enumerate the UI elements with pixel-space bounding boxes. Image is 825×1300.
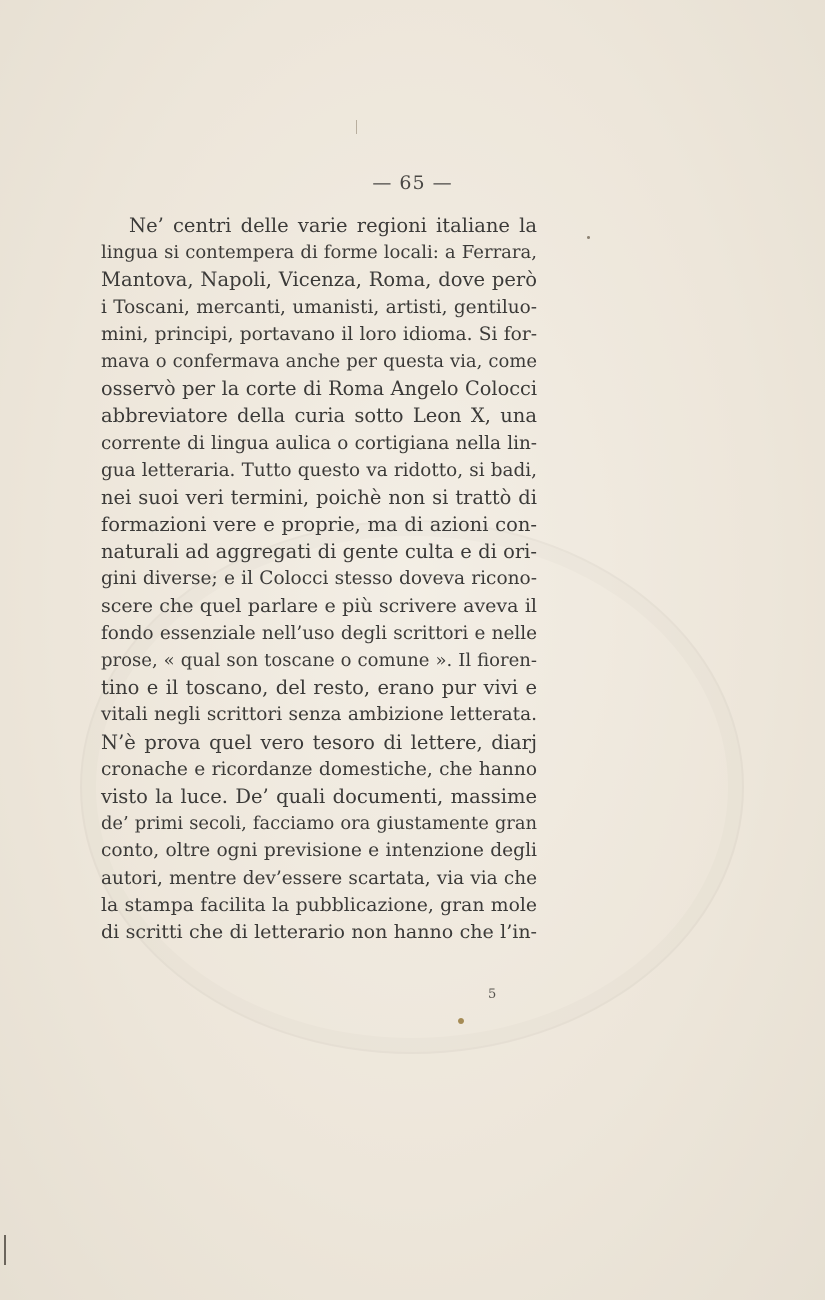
text-line: prose, « qual son toscane o comune ». Il fioren- bbox=[101, 650, 537, 671]
text-line: osservò per la corte di Roma Angelo Colocci bbox=[101, 377, 537, 401]
text-line: mini, principi, portavano il loro idioma. Si for- bbox=[101, 323, 537, 345]
text-line: Mantova, Napoli, Vicenza, Roma, dove però bbox=[101, 268, 537, 292]
text-line: lingua si contempera di forme locali: a Ferrara, bbox=[101, 242, 537, 264]
fold-mark bbox=[356, 120, 357, 134]
text-line: di scritti che di letterario non hanno che l’in- bbox=[101, 920, 537, 943]
text-line: corrente di lingua aulica o cortigiana nella lin- bbox=[101, 432, 537, 454]
text-line: scere che quel parlare e più scrivere aveva il bbox=[101, 594, 537, 617]
text-line: abbreviatore della curia sotto Leon X, una bbox=[101, 404, 537, 428]
text-line: i Toscani, mercanti, umanisti, artisti, gentiluo- bbox=[101, 296, 537, 318]
text-line: gua letteraria. Tutto questo va ridotto, si badi, bbox=[101, 459, 537, 481]
text-line: autori, mentre dev’essere scartata, via via che bbox=[101, 867, 537, 889]
text-line: vitali negli scrittori senza ambizione letterata. bbox=[101, 704, 537, 726]
text-line: formazioni vere e proprie, ma di azioni con- bbox=[101, 513, 537, 537]
text-line: Ne’ centri delle varie regioni italiane la bbox=[129, 214, 537, 237]
text-line: conto, oltre ogni previsione e intenzione degli bbox=[101, 840, 537, 862]
text-line: cronache e ricordanze domestiche, che hanno bbox=[101, 758, 537, 780]
text-line: mava o confermava anche per questa via, come bbox=[101, 350, 537, 372]
text-line: la stampa facilita la pubblicazione, gran mole bbox=[101, 894, 537, 916]
page-number: — 65 — bbox=[372, 172, 453, 194]
binding-edge bbox=[4, 1235, 6, 1265]
body-text bbox=[101, 212, 537, 946]
text-line: N’è prova quel vero tesoro di lettere, diarj bbox=[101, 730, 537, 754]
text-line: nei suoi veri termini, poichè non si trattò di bbox=[101, 485, 537, 509]
text-line: de’ primi secoli, facciamo ora giustamente gran bbox=[101, 813, 537, 835]
text-line: naturali ad aggregati di gente culta e di ori- bbox=[101, 540, 537, 564]
text-line: fondo essenziale nell’uso degli scrittori e nelle bbox=[101, 622, 537, 644]
ink-dot bbox=[458, 1018, 464, 1024]
paper-speck bbox=[587, 236, 590, 239]
text-line: gini diverse; e il Colocci stesso doveva ricono- bbox=[101, 568, 537, 590]
text-line: visto la luce. De’ quali documenti, massime bbox=[101, 784, 537, 808]
text-line: tino e il toscano, del resto, erano pur vivi e bbox=[101, 676, 537, 700]
signature-mark: 5 bbox=[488, 987, 497, 1002]
